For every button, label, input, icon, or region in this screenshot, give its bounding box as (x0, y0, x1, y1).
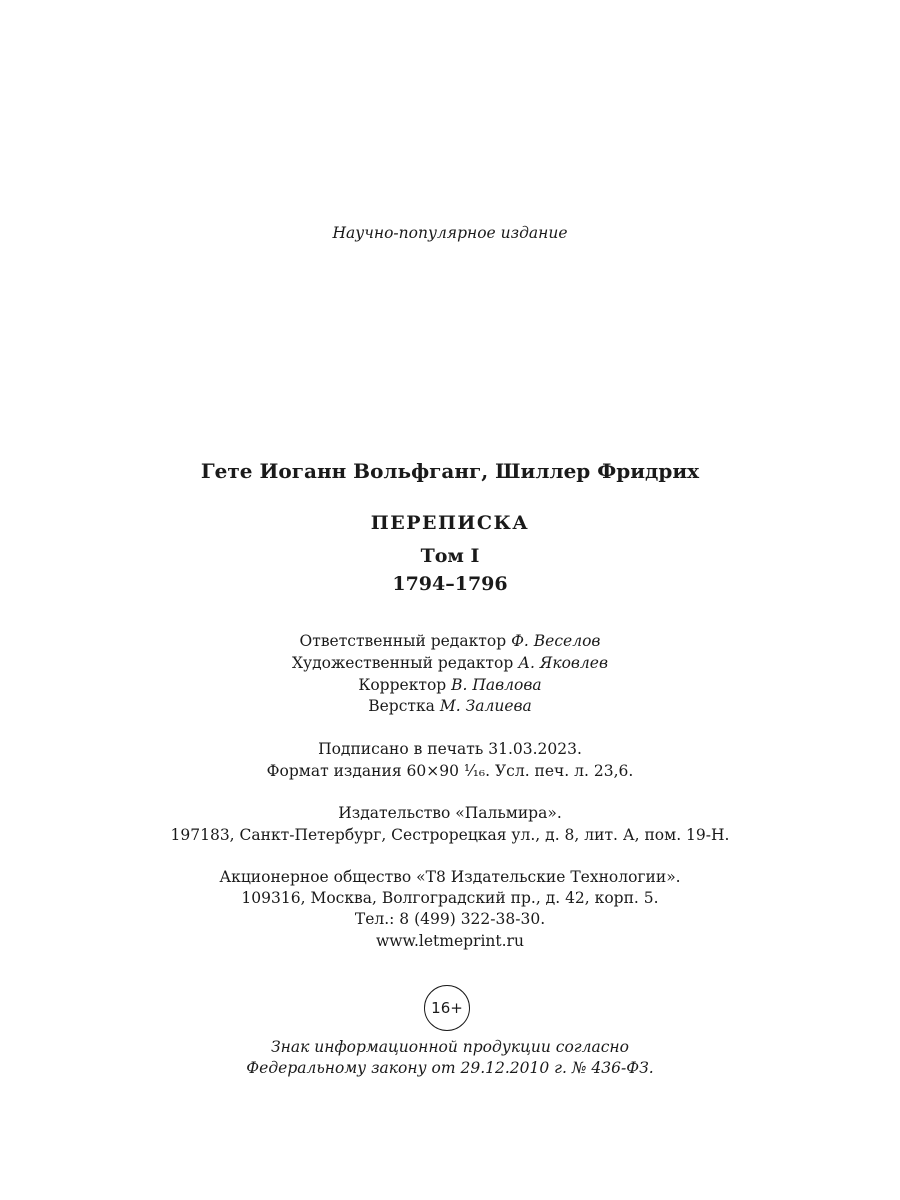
credit-name: Ф. Веселов (511, 632, 601, 650)
credit-line (0, 676, 900, 694)
age-rating-badge: 16+ (424, 985, 470, 1031)
credit-role: Ответственный редактор (299, 632, 507, 650)
volume: Том I (420, 545, 480, 567)
printer-name: Акционерное общество «Т8 Издательские Технологии». (219, 868, 681, 886)
publisher-name: Издательство «Пальмира». (338, 804, 562, 822)
print-signed: Подписано в печать 31.03.2023. (318, 740, 582, 758)
publisher-address: 197183, Санкт-Петербург, Сестрорецкая ул., д. 8, лит. А, пом. 19-Н. (170, 826, 730, 844)
credit-line (0, 654, 900, 672)
credit-name: М. Залиева (439, 697, 532, 715)
printer-phone: Тел.: 8 (499) 322-38-30. (354, 910, 546, 928)
printer-address: 109316, Москва, Волгоградский пр., д. 42, корп. 5. (241, 889, 659, 907)
credit-role: Корректор (358, 676, 447, 694)
print-format: Формат издания 60×90 ¹⁄₁₆. Усл. печ. л. 23,6. (266, 762, 634, 780)
law-note-line1: Знак информационной продукции согласно (271, 1038, 629, 1056)
printer-website: www.letmeprint.ru (376, 932, 524, 950)
credit-line (0, 697, 900, 715)
law-note-line2: Федеральному закону от 29.12.2010 г. № 436-ФЗ. (246, 1059, 654, 1077)
credit-role: Художественный редактор (291, 654, 514, 672)
authors: Гете Иоганн Вольфганг, Шиллер Фридрих (200, 459, 700, 483)
credit-name: А. Яковлев (518, 654, 608, 672)
credit-name: В. Павлова (451, 676, 542, 694)
book-title: ПЕРЕПИСКА (370, 512, 530, 534)
credit-role: Верстка (368, 697, 435, 715)
credit-line (0, 632, 900, 650)
years: 1794–1796 (392, 573, 508, 595)
series-note: Научно-популярное издание (332, 224, 568, 242)
